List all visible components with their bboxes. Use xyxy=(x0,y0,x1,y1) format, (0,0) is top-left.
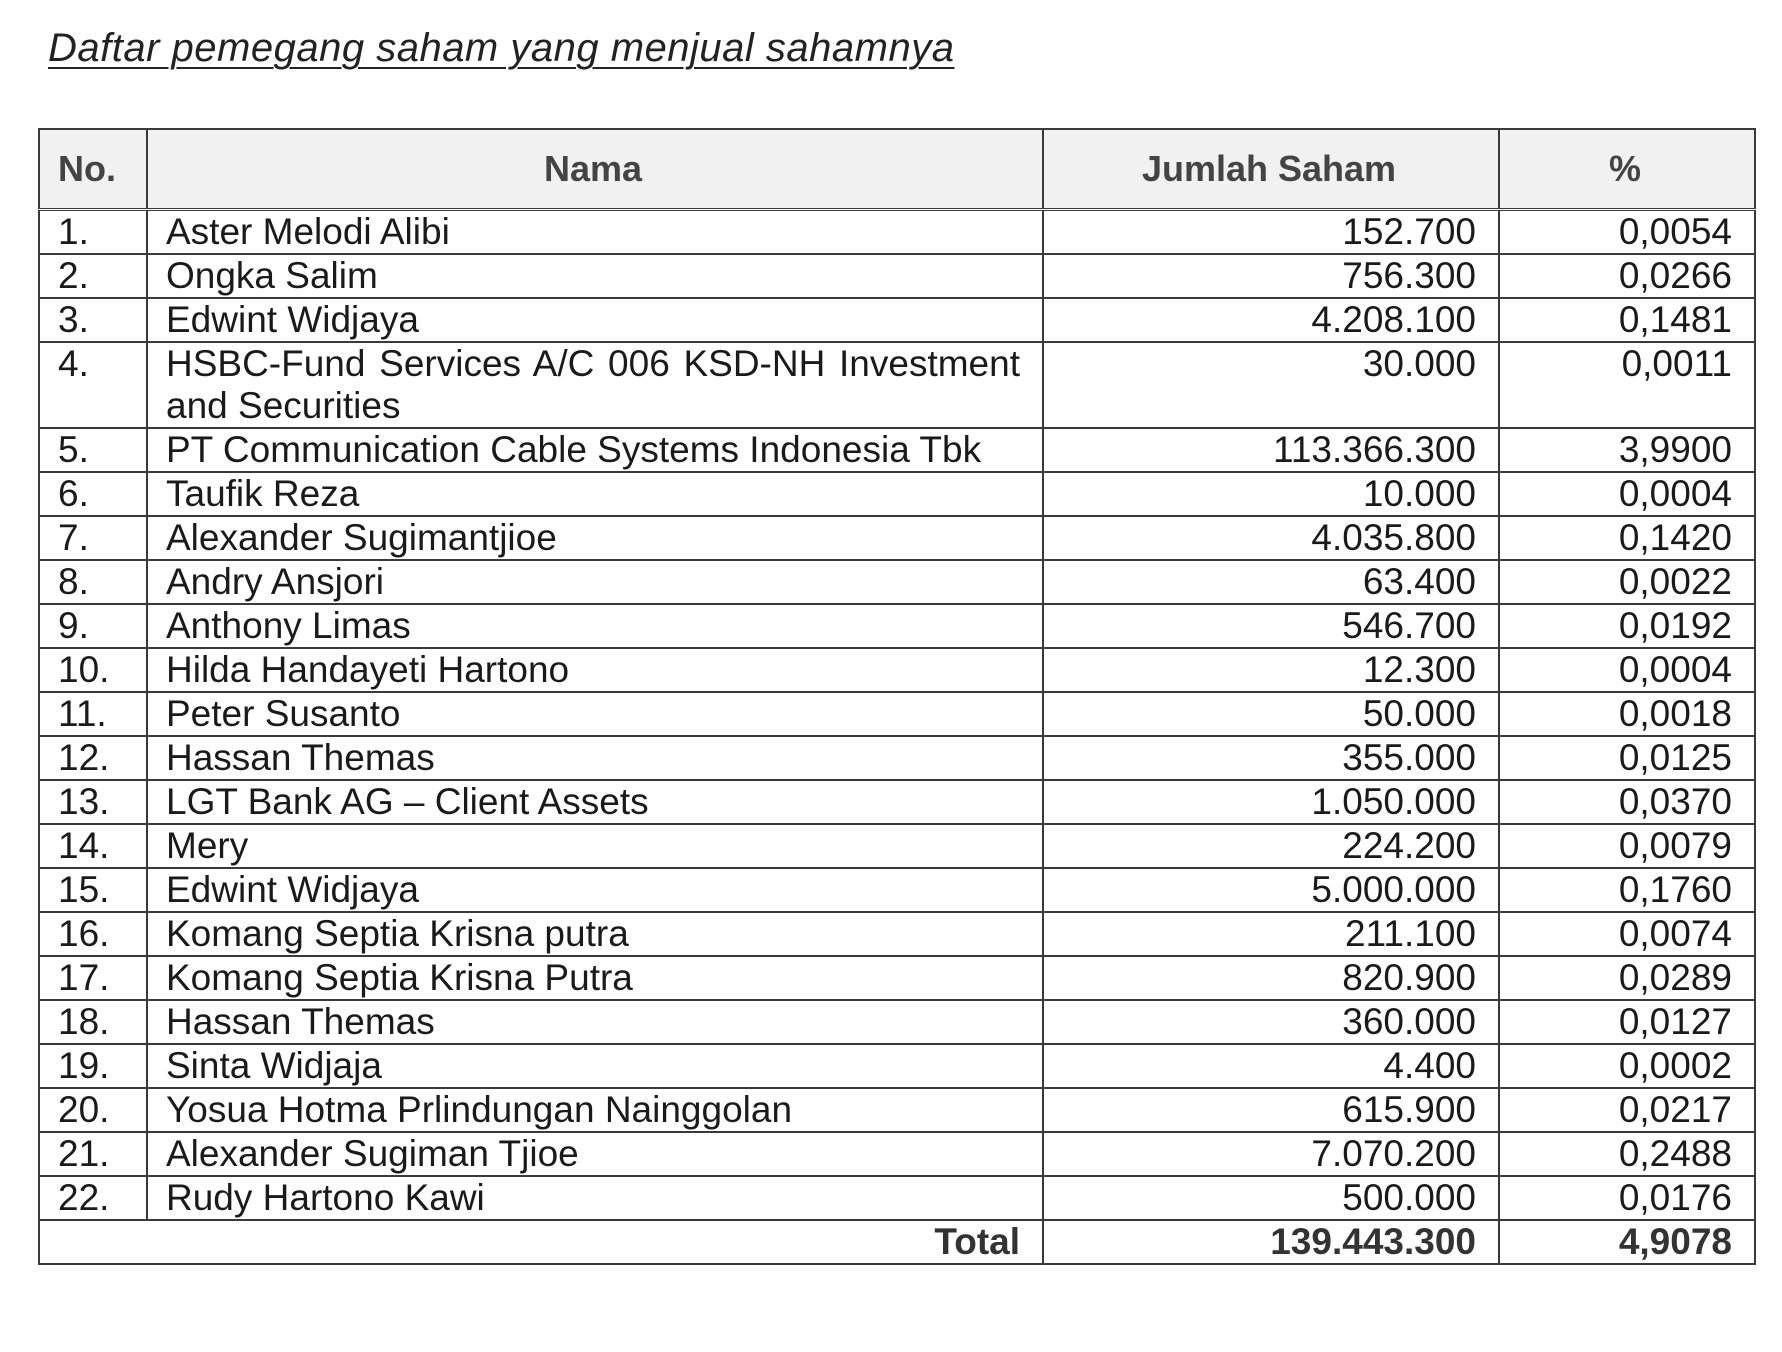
row-nama: Hassan Themas xyxy=(147,736,1043,780)
row-percent: 0,0011 xyxy=(1499,342,1755,428)
table-row xyxy=(39,516,1755,560)
table-header xyxy=(39,129,1755,210)
row-percent: 0,0289 xyxy=(1499,956,1755,1000)
table-row xyxy=(39,472,1755,516)
row-percent: 0,0018 xyxy=(1499,692,1755,736)
row-jumlah: 4.208.100 xyxy=(1043,298,1499,342)
table-body xyxy=(39,210,1755,1265)
row-nama: Komang Septia Krisna Putra xyxy=(147,956,1043,1000)
document-title: Daftar pemegang saham yang menjual sahamnya xyxy=(48,26,955,70)
row-no: 14. xyxy=(39,824,147,868)
table-row xyxy=(39,210,1755,255)
row-no: 11. xyxy=(39,692,147,736)
row-jumlah: 500.000 xyxy=(1043,1176,1499,1220)
shareholders-table xyxy=(38,128,1756,1265)
row-nama: HSBC-Fund Services A/C 006 KSD-NH Investment and Securities xyxy=(147,342,1043,428)
row-no: 9. xyxy=(39,604,147,648)
total-jumlah: 139.443.300 xyxy=(1043,1220,1499,1264)
row-no: 8. xyxy=(39,560,147,604)
row-nama: Alexander Sugiman Tjioe xyxy=(147,1132,1043,1176)
row-percent: 0,0125 xyxy=(1499,736,1755,780)
table-row xyxy=(39,648,1755,692)
row-no: 15. xyxy=(39,868,147,912)
row-percent: 0,1481 xyxy=(1499,298,1755,342)
row-nama: Hilda Handayeti Hartono xyxy=(147,648,1043,692)
row-jumlah: 63.400 xyxy=(1043,560,1499,604)
row-nama: LGT Bank AG – Client Assets xyxy=(147,780,1043,824)
row-no: 12. xyxy=(39,736,147,780)
row-nama: Edwint Widjaya xyxy=(147,868,1043,912)
row-no: 20. xyxy=(39,1088,147,1132)
header-nama: Nama xyxy=(147,129,1043,210)
row-no: 13. xyxy=(39,780,147,824)
row-nama: Sinta Widjaja xyxy=(147,1044,1043,1088)
row-no: 10. xyxy=(39,648,147,692)
header-jumlah-saham: Jumlah Saham xyxy=(1043,129,1499,210)
row-jumlah: 360.000 xyxy=(1043,1000,1499,1044)
total-percent: 4,9078 xyxy=(1499,1220,1755,1264)
row-percent: 0,0266 xyxy=(1499,254,1755,298)
row-percent: 0,0054 xyxy=(1499,210,1755,255)
row-no: 2. xyxy=(39,254,147,298)
row-nama: Taufik Reza xyxy=(147,472,1043,516)
row-jumlah: 546.700 xyxy=(1043,604,1499,648)
row-percent: 0,0127 xyxy=(1499,1000,1755,1044)
row-jumlah: 756.300 xyxy=(1043,254,1499,298)
table-row xyxy=(39,560,1755,604)
row-nama: Yosua Hotma Prlindungan Nainggolan xyxy=(147,1088,1043,1132)
row-nama: Rudy Hartono Kawi xyxy=(147,1176,1043,1220)
row-no: 22. xyxy=(39,1176,147,1220)
row-percent: 0,0074 xyxy=(1499,912,1755,956)
row-no: 21. xyxy=(39,1132,147,1176)
row-no: 16. xyxy=(39,912,147,956)
table-row xyxy=(39,868,1755,912)
row-percent: 0,0192 xyxy=(1499,604,1755,648)
row-percent: 0,1760 xyxy=(1499,868,1755,912)
row-nama: Aster Melodi Alibi xyxy=(147,210,1043,255)
row-jumlah: 152.700 xyxy=(1043,210,1499,255)
row-jumlah: 355.000 xyxy=(1043,736,1499,780)
row-nama: Ongka Salim xyxy=(147,254,1043,298)
table-row xyxy=(39,428,1755,472)
row-percent: 0,1420 xyxy=(1499,516,1755,560)
row-percent: 0,0004 xyxy=(1499,472,1755,516)
row-percent: 0,0002 xyxy=(1499,1044,1755,1088)
table-row xyxy=(39,342,1755,428)
row-jumlah: 4.400 xyxy=(1043,1044,1499,1088)
table-row xyxy=(39,824,1755,868)
table-row xyxy=(39,912,1755,956)
row-no: 4. xyxy=(39,342,147,428)
row-no: 5. xyxy=(39,428,147,472)
header-row xyxy=(39,129,1755,210)
table-row xyxy=(39,298,1755,342)
total-row xyxy=(39,1220,1755,1264)
table-row xyxy=(39,254,1755,298)
row-nama: Alexander Sugimantjioe xyxy=(147,516,1043,560)
row-percent: 0,0217 xyxy=(1499,1088,1755,1132)
row-nama: PT Communication Cable Systems Indonesia Tbk xyxy=(147,428,1043,472)
row-percent: 0,0079 xyxy=(1499,824,1755,868)
total-label: Total xyxy=(39,1220,1043,1264)
row-jumlah: 113.366.300 xyxy=(1043,428,1499,472)
row-jumlah: 4.035.800 xyxy=(1043,516,1499,560)
row-jumlah: 5.000.000 xyxy=(1043,868,1499,912)
table-row xyxy=(39,1000,1755,1044)
row-percent: 3,9900 xyxy=(1499,428,1755,472)
row-nama: Anthony Limas xyxy=(147,604,1043,648)
table-row xyxy=(39,780,1755,824)
table-row xyxy=(39,1044,1755,1088)
row-jumlah: 1.050.000 xyxy=(1043,780,1499,824)
row-jumlah: 10.000 xyxy=(1043,472,1499,516)
table-row xyxy=(39,1176,1755,1220)
row-no: 18. xyxy=(39,1000,147,1044)
row-jumlah: 30.000 xyxy=(1043,342,1499,428)
row-jumlah: 211.100 xyxy=(1043,912,1499,956)
row-nama: Andry Ansjori xyxy=(147,560,1043,604)
row-nama: Mery xyxy=(147,824,1043,868)
row-jumlah: 224.200 xyxy=(1043,824,1499,868)
row-jumlah: 12.300 xyxy=(1043,648,1499,692)
row-jumlah: 820.900 xyxy=(1043,956,1499,1000)
row-no: 1. xyxy=(39,210,147,255)
table-row xyxy=(39,604,1755,648)
row-no: 17. xyxy=(39,956,147,1000)
row-percent: 0,0176 xyxy=(1499,1176,1755,1220)
row-nama: Hassan Themas xyxy=(147,1000,1043,1044)
row-jumlah: 50.000 xyxy=(1043,692,1499,736)
header-percent: % xyxy=(1499,129,1755,210)
row-no: 6. xyxy=(39,472,147,516)
row-nama: Edwint Widjaya xyxy=(147,298,1043,342)
table-row xyxy=(39,692,1755,736)
row-nama: Komang Septia Krisna putra xyxy=(147,912,1043,956)
row-percent: 0,0022 xyxy=(1499,560,1755,604)
table-row xyxy=(39,1088,1755,1132)
row-percent: 0,2488 xyxy=(1499,1132,1755,1176)
row-no: 7. xyxy=(39,516,147,560)
row-no: 19. xyxy=(39,1044,147,1088)
row-percent: 0,0370 xyxy=(1499,780,1755,824)
table-row xyxy=(39,1132,1755,1176)
row-nama: Peter Susanto xyxy=(147,692,1043,736)
row-jumlah: 615.900 xyxy=(1043,1088,1499,1132)
row-jumlah: 7.070.200 xyxy=(1043,1132,1499,1176)
row-percent: 0,0004 xyxy=(1499,648,1755,692)
table-row xyxy=(39,736,1755,780)
header-no: No. xyxy=(39,129,147,210)
row-no: 3. xyxy=(39,298,147,342)
table-row xyxy=(39,956,1755,1000)
